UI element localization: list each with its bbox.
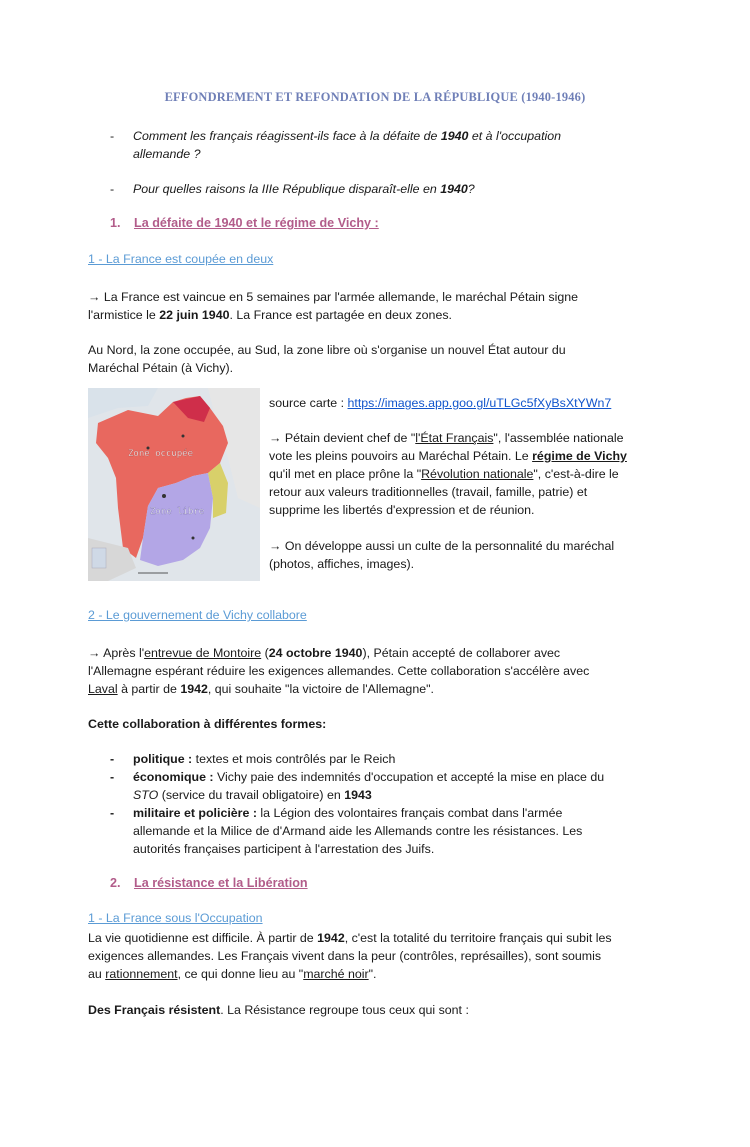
map-label-zone-occupee: Zone occupée	[128, 449, 194, 459]
section-heading-1: 1. La défaite de 1940 et le régime de Vichy :	[110, 216, 379, 230]
paragraph-vie-quotidienne: La vie quotidienne est difficile. À partir de 1942, c'est la totalité du territoire français qui subit les exigences allemandes. Les Français vivent dans la peur (contrôles, représailles), sont soumis au rationnement, ce qui donne lieu au "marché noir".	[88, 931, 612, 981]
paragraph-armistice: → La France est vaincue en 5 semaines par l'armée allemande, le maréchal Pétain signe l'armistice le 22 juin 1940. La France est partagée en deux zones.	[88, 290, 578, 322]
paragraph-montoire: → Après l'entrevue de Montoire (24 octobre 1940), Pétain accepté de collaborer avec l'Allemagne espérant réduire les exigences allemandes. Cette collaboration s'accélère avec Laval à partir de 1942, qui souhaite "la victoire de l'Allemagne".	[88, 646, 590, 696]
question-2: - Pour quelles raisons la IIIe République disparaît-elle en 1940?	[110, 182, 475, 196]
collaboration-forms-list	[88, 750, 668, 858]
paragraph-culte: → On développe aussi un culte de la personnalité du maréchal (photos, affiches, images).	[269, 539, 615, 571]
map-source: source carte : https://images.app.goo.gl/uTLGc5fXyBsXtYWn7	[269, 396, 612, 410]
subheading-occupation: 1 - La France sous l'Occupation	[88, 911, 263, 925]
paragraph-petain: → Pétain devient chef de "l'État Français", l'assemblée nationale vote les pleins pouvoirs au Maréchal Pétain. Le régime de Vichy qu'il met en place prône la "Révolution nationale", c'est-à-dire le retour aux valeurs traditionnelles (travail, famille, patrie) et supprime les libertés d'expression et de réunion.	[269, 431, 627, 517]
forms-title: Cette collaboration à différentes formes:	[88, 717, 327, 731]
question-1: - Comment les français réagissent-ils face à la défaite de 1940 et à l'occupation allemande ?	[110, 129, 562, 161]
map-france-1940	[88, 388, 260, 581]
list-item: - politique : textes et mois contrôlés par le Reich	[110, 752, 396, 766]
paragraph-resistance: Des Français résistent. La Résistance regroupe tous ceux qui sont :	[88, 1003, 469, 1017]
section-heading-2: 2. La résistance et la Libération	[110, 876, 308, 890]
subheading-france-coupee: 1 - La France est coupée en deux	[88, 252, 274, 266]
page-title: EFFONDREMENT ET REFONDATION DE LA RÉPUBLIQUE (1940-1946)	[164, 90, 586, 104]
paragraph-zones: Au Nord, la zone occupée, au Sud, la zone libre où s'organise un nouvel État autour du Maréchal Pétain (à Vichy).	[88, 343, 566, 375]
source-link[interactable]: https://images.app.goo.gl/uTLGc5fXyBsXtYWn7	[347, 396, 612, 410]
subheading-vichy-collabore: 2 - Le gouvernement de Vichy collabore	[88, 608, 307, 622]
list-item: - militaire et policière : la Légion des volontaires français combat dans l'armée allemande et la Milice de d'Armand aide les Allemands contre les résistances. Les autorités françaises participent à l'arrestation des Juifs.	[110, 806, 583, 856]
map-label-zone-libre: Zone libre	[150, 507, 205, 517]
list-item: - économique : Vichy paie des indemnités d'occupation et accepté la mise en place du STO (service du travail obligatoire) en 1943	[110, 770, 605, 802]
